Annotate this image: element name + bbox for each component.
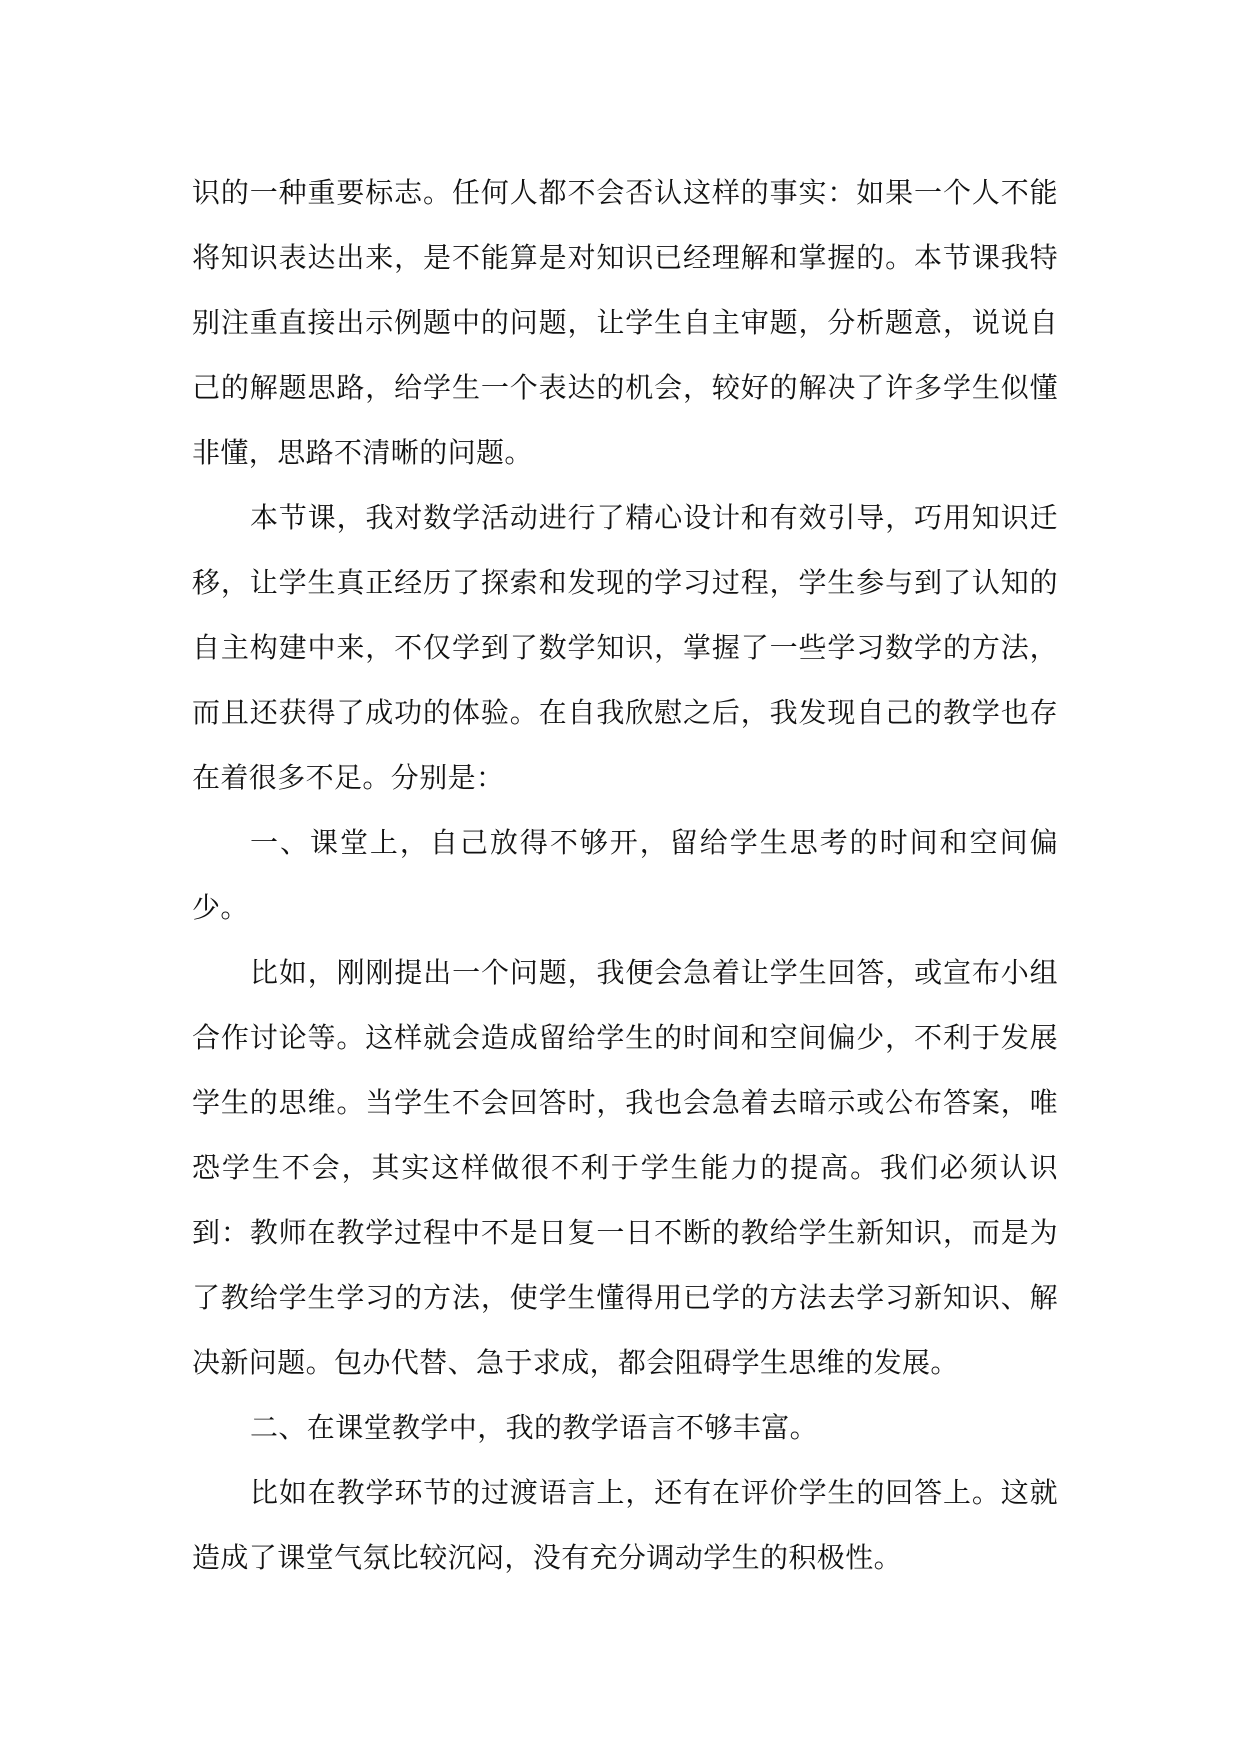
paragraph-2: 本节课，我对数学活动进行了精心设计和有效引导，巧用知识迁移，让学生真正经历了探索和发现的学习过程，学生参与到了认知的自主构建中来，不仅学到了数学知识，掌握了一些学习数学的方法，而且还获得了成功的体验。在自我欣慰之后，我发现自己的教学也存在着很多不足。分别是： [192, 501, 1058, 794]
paragraph-point-1-heading: 一、课堂上，自己放得不够开，留给学生思考的时间和空间偏少。 [192, 826, 1058, 924]
paragraph-point-1-detail: 比如，刚刚提出一个问题，我便会急着让学生回答，或宣布小组合作讨论等。这样就会造成留给学生的时间和空间偏少，不利于发展学生的思维。当学生不会回答时，我也会急着去暗示或公布答案，唯恐学生不会，其实这样做很不利于学生能力的提高。我们必须认识到：教师在教学过程中不是日复一日不断的教给学生新知识，而是为了教给学生学习的方法，使学生懂得用已学的方法去学习新知识、解决新问题。包办代替、急于求成，都会阻碍学生思维的发展。 [192, 956, 1058, 1379]
paragraph-point-2-detail: 比如在教学环节的过渡语言上，还有在评价学生的回答上。这就造成了课堂气氛比较沉闷，没有充分调动学生的积极性。 [192, 1476, 1058, 1574]
body-text [192, 160, 1058, 1590]
paragraph-1-continued: 识的一种重要标志。任何人都不会否认这样的事实：如果一个人不能将知识表达出来，是不能算是对知识已经理解和掌握的。本节课我特别注重直接出示例题中的问题，让学生自主审题，分析题意，说说自己的解题思路，给学生一个表达的机会，较好的解决了许多学生似懂非懂，思路不清晰的问题。 [192, 176, 1058, 469]
paragraph-point-2-heading: 二、在课堂教学中，我的教学语言不够丰富。 [250, 1411, 819, 1444]
